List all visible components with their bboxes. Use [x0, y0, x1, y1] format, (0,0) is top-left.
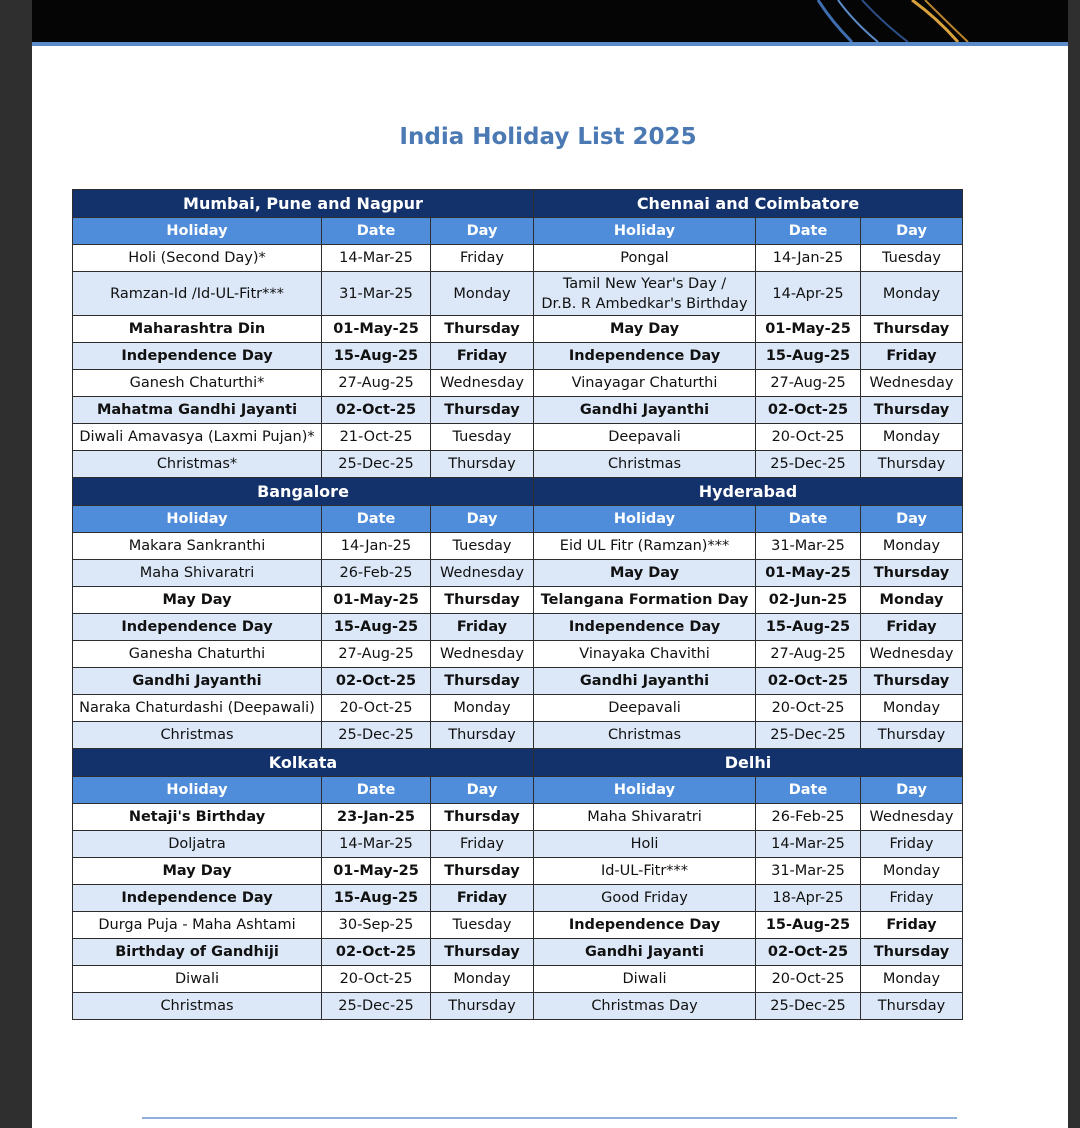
holiday-date-cell: 15-Aug-25 — [756, 343, 861, 370]
holiday-name-cell: Christmas — [534, 451, 756, 478]
holiday-day-cell: Thursday — [861, 668, 963, 695]
holiday-day-cell: Tuesday — [861, 245, 963, 272]
table-row — [73, 614, 963, 641]
table-row — [73, 831, 963, 858]
holiday-date-cell: 14-Mar-25 — [322, 831, 431, 858]
holiday-date-cell: 25-Dec-25 — [322, 451, 431, 478]
holiday-date-cell: 01-May-25 — [322, 587, 431, 614]
holiday-name-cell: Deepavali — [534, 424, 756, 451]
holiday-day-cell: Tuesday — [431, 533, 534, 560]
column-header-date: Date — [322, 777, 431, 804]
column-header-holiday: Holiday — [73, 777, 322, 804]
holiday-date-cell: 15-Aug-25 — [322, 343, 431, 370]
holiday-day-cell: Wednesday — [431, 560, 534, 587]
column-header-row — [73, 218, 963, 245]
region-name-right: Delhi — [534, 749, 963, 777]
holiday-day-cell: Monday — [861, 272, 963, 316]
holiday-date-cell: 14-Jan-25 — [322, 533, 431, 560]
holiday-date-cell: 27-Aug-25 — [756, 641, 861, 668]
table-row — [73, 668, 963, 695]
region-name-right: Chennai and Coimbatore — [534, 190, 963, 218]
column-header-day: Day — [861, 218, 963, 245]
holiday-name-cell: Makara Sankranthi — [73, 533, 322, 560]
holiday-date-cell: 25-Dec-25 — [756, 993, 861, 1020]
holiday-date-cell: 26-Feb-25 — [322, 560, 431, 587]
page-title: India Holiday List 2025 — [399, 124, 697, 150]
holiday-date-cell: 31-Mar-25 — [756, 533, 861, 560]
table-row — [73, 533, 963, 560]
holiday-date-cell: 02-Oct-25 — [756, 668, 861, 695]
holiday-name-cell: Christmas* — [73, 451, 322, 478]
holiday-name-cell: Ganesha Chaturthi — [73, 641, 322, 668]
holiday-name-cell: May Day — [534, 316, 756, 343]
table-row — [73, 397, 963, 424]
region-header-row — [73, 190, 963, 218]
holiday-name-cell: May Day — [73, 587, 322, 614]
holiday-name-cell: Eid UL Fitr (Ramzan)*** — [534, 533, 756, 560]
holiday-day-cell: Monday — [431, 966, 534, 993]
holiday-name-cell: Ramzan-Id /Id-UL-Fitr*** — [73, 272, 322, 316]
column-header-row — [73, 506, 963, 533]
holiday-date-cell: 30-Sep-25 — [322, 912, 431, 939]
holiday-date-cell: 20-Oct-25 — [322, 966, 431, 993]
region-name-left: Bangalore — [73, 478, 534, 506]
column-header-date: Date — [756, 218, 861, 245]
column-header-date: Date — [322, 506, 431, 533]
holiday-day-cell: Monday — [861, 533, 963, 560]
table-row — [73, 939, 963, 966]
holiday-name-cell: Christmas — [73, 993, 322, 1020]
holiday-day-cell: Friday — [861, 912, 963, 939]
holiday-day-cell: Thursday — [431, 668, 534, 695]
holiday-name-cell: Diwali — [73, 966, 322, 993]
table-row — [73, 343, 963, 370]
holiday-date-cell: 27-Aug-25 — [322, 370, 431, 397]
holiday-day-cell: Thursday — [861, 316, 963, 343]
region-header-row — [73, 749, 963, 777]
holiday-name-cell: Christmas Day — [534, 993, 756, 1020]
holiday-name-cell: Holi — [534, 831, 756, 858]
holiday-date-cell: 02-Oct-25 — [756, 397, 861, 424]
holiday-name-cell: Gandhi Jayanthi — [534, 668, 756, 695]
holiday-date-cell: 27-Aug-25 — [322, 641, 431, 668]
holiday-day-cell: Thursday — [431, 587, 534, 614]
holiday-day-cell: Monday — [431, 695, 534, 722]
holiday-day-cell: Monday — [861, 587, 963, 614]
holiday-day-cell: Thursday — [431, 397, 534, 424]
holiday-name-cell: Ganesh Chaturthi* — [73, 370, 322, 397]
holiday-name-cell — [534, 272, 756, 316]
holiday-name-cell: May Day — [534, 560, 756, 587]
column-header-holiday: Holiday — [73, 506, 322, 533]
holiday-name-cell: May Day — [73, 858, 322, 885]
holiday-day-cell: Wednesday — [431, 641, 534, 668]
holiday-date-cell: 01-May-25 — [322, 316, 431, 343]
holiday-day-cell: Tuesday — [431, 424, 534, 451]
holiday-date-cell: 15-Aug-25 — [756, 912, 861, 939]
holiday-day-cell: Thursday — [431, 316, 534, 343]
holiday-name-cell: Deepavali — [534, 695, 756, 722]
holiday-date-cell: 27-Aug-25 — [756, 370, 861, 397]
holiday-date-cell: 15-Aug-25 — [756, 614, 861, 641]
holiday-name-cell: Gandhi Jayanti — [534, 939, 756, 966]
table-row — [73, 587, 963, 614]
holiday-day-cell: Friday — [861, 614, 963, 641]
table-row — [73, 858, 963, 885]
holiday-name-cell: Maharashtra Din — [73, 316, 322, 343]
holiday-name-cell: Gandhi Jayanthi — [73, 668, 322, 695]
holiday-date-cell: 14-Mar-25 — [322, 245, 431, 272]
holiday-date-cell: 14-Mar-25 — [756, 831, 861, 858]
holiday-date-cell: 31-Mar-25 — [322, 272, 431, 316]
holiday-table — [72, 189, 963, 1020]
holiday-day-cell: Friday — [431, 885, 534, 912]
holiday-name-cell: Maha Shivaratri — [534, 804, 756, 831]
holiday-name-cell: Christmas — [73, 722, 322, 749]
holiday-name-cell: Independence Day — [534, 614, 756, 641]
column-header-holiday: Holiday — [534, 506, 756, 533]
holiday-name-cell: Doljatra — [73, 831, 322, 858]
holiday-date-cell: 25-Dec-25 — [756, 451, 861, 478]
holiday-day-cell: Friday — [861, 343, 963, 370]
holiday-date-cell: 15-Aug-25 — [322, 614, 431, 641]
holiday-day-cell: Thursday — [431, 939, 534, 966]
holiday-date-cell: 20-Oct-25 — [322, 695, 431, 722]
holiday-name-cell: Independence Day — [73, 885, 322, 912]
holiday-name-cell: Pongal — [534, 245, 756, 272]
holiday-date-cell: 20-Oct-25 — [756, 966, 861, 993]
holiday-name-cell: Telangana Formation Day — [534, 587, 756, 614]
holiday-name-cell: Maha Shivaratri — [73, 560, 322, 587]
holiday-date-cell: 15-Aug-25 — [322, 885, 431, 912]
holiday-name-cell: Diwali — [534, 966, 756, 993]
holiday-name-cell: Independence Day — [73, 343, 322, 370]
holiday-name-cell: Diwali Amavasya (Laxmi Pujan)* — [73, 424, 322, 451]
holiday-day-cell: Friday — [431, 343, 534, 370]
holiday-name-cell: Naraka Chaturdashi (Deepawali) — [73, 695, 322, 722]
holiday-name-cell: Independence Day — [534, 912, 756, 939]
holiday-name-cell: Christmas — [534, 722, 756, 749]
holiday-date-cell: 01-May-25 — [756, 560, 861, 587]
table-row — [73, 722, 963, 749]
holiday-day-cell: Wednesday — [431, 370, 534, 397]
table-row — [73, 451, 963, 478]
holiday-day-cell: Tuesday — [431, 912, 534, 939]
holiday-day-cell: Monday — [861, 695, 963, 722]
holiday-day-cell: Wednesday — [861, 804, 963, 831]
holiday-day-cell: Monday — [861, 966, 963, 993]
holiday-name-line1: Tamil New Year's Day / — [562, 275, 727, 292]
holiday-date-cell: 02-Oct-25 — [756, 939, 861, 966]
holiday-name-cell: Independence Day — [73, 614, 322, 641]
holiday-date-cell: 25-Dec-25 — [322, 993, 431, 1020]
footer-rule — [142, 1117, 957, 1119]
holiday-date-cell: 31-Mar-25 — [756, 858, 861, 885]
holiday-day-cell: Thursday — [431, 451, 534, 478]
holiday-day-cell: Thursday — [861, 397, 963, 424]
column-header-day: Day — [431, 218, 534, 245]
column-header-day: Day — [861, 506, 963, 533]
holiday-day-cell: Friday — [861, 885, 963, 912]
holiday-date-cell: 01-May-25 — [322, 858, 431, 885]
column-header-date: Date — [756, 506, 861, 533]
table-row — [73, 370, 963, 397]
window-left-edge — [0, 0, 32, 1128]
holiday-date-cell: 14-Jan-25 — [756, 245, 861, 272]
table-row — [73, 804, 963, 831]
region-name-right: Hyderabad — [534, 478, 963, 506]
holiday-name-cell: Vinayagar Chaturthi — [534, 370, 756, 397]
table-row — [73, 885, 963, 912]
column-header-row — [73, 777, 963, 804]
holiday-day-cell: Wednesday — [861, 370, 963, 397]
holiday-name-cell: Vinayaka Chavithi — [534, 641, 756, 668]
banner-swoosh-graphic — [32, 0, 1068, 42]
holiday-day-cell: Thursday — [431, 858, 534, 885]
column-header-holiday: Holiday — [534, 218, 756, 245]
holiday-day-cell: Thursday — [861, 560, 963, 587]
holiday-day-cell: Monday — [861, 424, 963, 451]
column-header-day: Day — [861, 777, 963, 804]
holiday-name-line2: Dr.B. R Ambedkar's Birthday — [541, 295, 748, 312]
holiday-day-cell: Thursday — [861, 993, 963, 1020]
holiday-date-cell: 20-Oct-25 — [756, 695, 861, 722]
region-name-left: Kolkata — [73, 749, 534, 777]
holiday-name-cell: Durga Puja - Maha Ashtami — [73, 912, 322, 939]
holiday-day-cell: Friday — [431, 614, 534, 641]
holiday-day-cell: Monday — [861, 858, 963, 885]
holiday-date-cell: 25-Dec-25 — [322, 722, 431, 749]
table-row — [73, 560, 963, 587]
holiday-date-cell: 20-Oct-25 — [756, 424, 861, 451]
column-header-day: Day — [431, 506, 534, 533]
holiday-day-cell: Monday — [431, 272, 534, 316]
holiday-day-cell: Thursday — [861, 451, 963, 478]
holiday-name-cell: Good Friday — [534, 885, 756, 912]
holiday-day-cell: Thursday — [431, 722, 534, 749]
holiday-date-cell: 02-Oct-25 — [322, 939, 431, 966]
holiday-date-cell: 02-Oct-25 — [322, 668, 431, 695]
holiday-day-cell: Friday — [861, 831, 963, 858]
column-header-day: Day — [431, 777, 534, 804]
holiday-name-cell: Birthday of Gandhiji — [73, 939, 322, 966]
holiday-date-cell: 26-Feb-25 — [756, 804, 861, 831]
table-row — [73, 912, 963, 939]
holiday-name-cell: Id-UL-Fitr*** — [534, 858, 756, 885]
holiday-name-cell: Holi (Second Day)* — [73, 245, 322, 272]
holiday-day-cell: Thursday — [861, 939, 963, 966]
table-row — [73, 695, 963, 722]
region-name-left: Mumbai, Pune and Nagpur — [73, 190, 534, 218]
holiday-day-cell: Thursday — [861, 722, 963, 749]
holiday-name-cell: Netaji's Birthday — [73, 804, 322, 831]
window-right-edge — [1068, 0, 1080, 1128]
holiday-date-cell: 02-Jun-25 — [756, 587, 861, 614]
table-row — [73, 316, 963, 343]
holiday-date-cell: 01-May-25 — [756, 316, 861, 343]
holiday-date-cell: 02-Oct-25 — [322, 397, 431, 424]
holiday-day-cell: Thursday — [431, 804, 534, 831]
banner-underline — [32, 42, 1068, 46]
table-row — [73, 641, 963, 668]
holiday-name-cell: Independence Day — [534, 343, 756, 370]
holiday-day-cell: Thursday — [431, 993, 534, 1020]
table-row — [73, 993, 963, 1020]
holiday-date-cell: 14-Apr-25 — [756, 272, 861, 316]
holiday-name-cell: Mahatma Gandhi Jayanti — [73, 397, 322, 424]
column-header-holiday: Holiday — [73, 218, 322, 245]
table-row — [73, 245, 963, 272]
header-banner — [32, 0, 1068, 42]
table-row — [73, 272, 963, 316]
holiday-date-cell: 25-Dec-25 — [756, 722, 861, 749]
holiday-day-cell: Wednesday — [861, 641, 963, 668]
holiday-date-cell: 21-Oct-25 — [322, 424, 431, 451]
table-row — [73, 966, 963, 993]
column-header-holiday: Holiday — [534, 777, 756, 804]
holiday-day-cell: Friday — [431, 831, 534, 858]
column-header-date: Date — [756, 777, 861, 804]
holiday-date-cell: 23-Jan-25 — [322, 804, 431, 831]
holiday-day-cell: Friday — [431, 245, 534, 272]
holiday-name-cell: Gandhi Jayanthi — [534, 397, 756, 424]
holiday-date-cell: 18-Apr-25 — [756, 885, 861, 912]
table-row — [73, 424, 963, 451]
region-header-row — [73, 478, 963, 506]
column-header-date: Date — [322, 218, 431, 245]
